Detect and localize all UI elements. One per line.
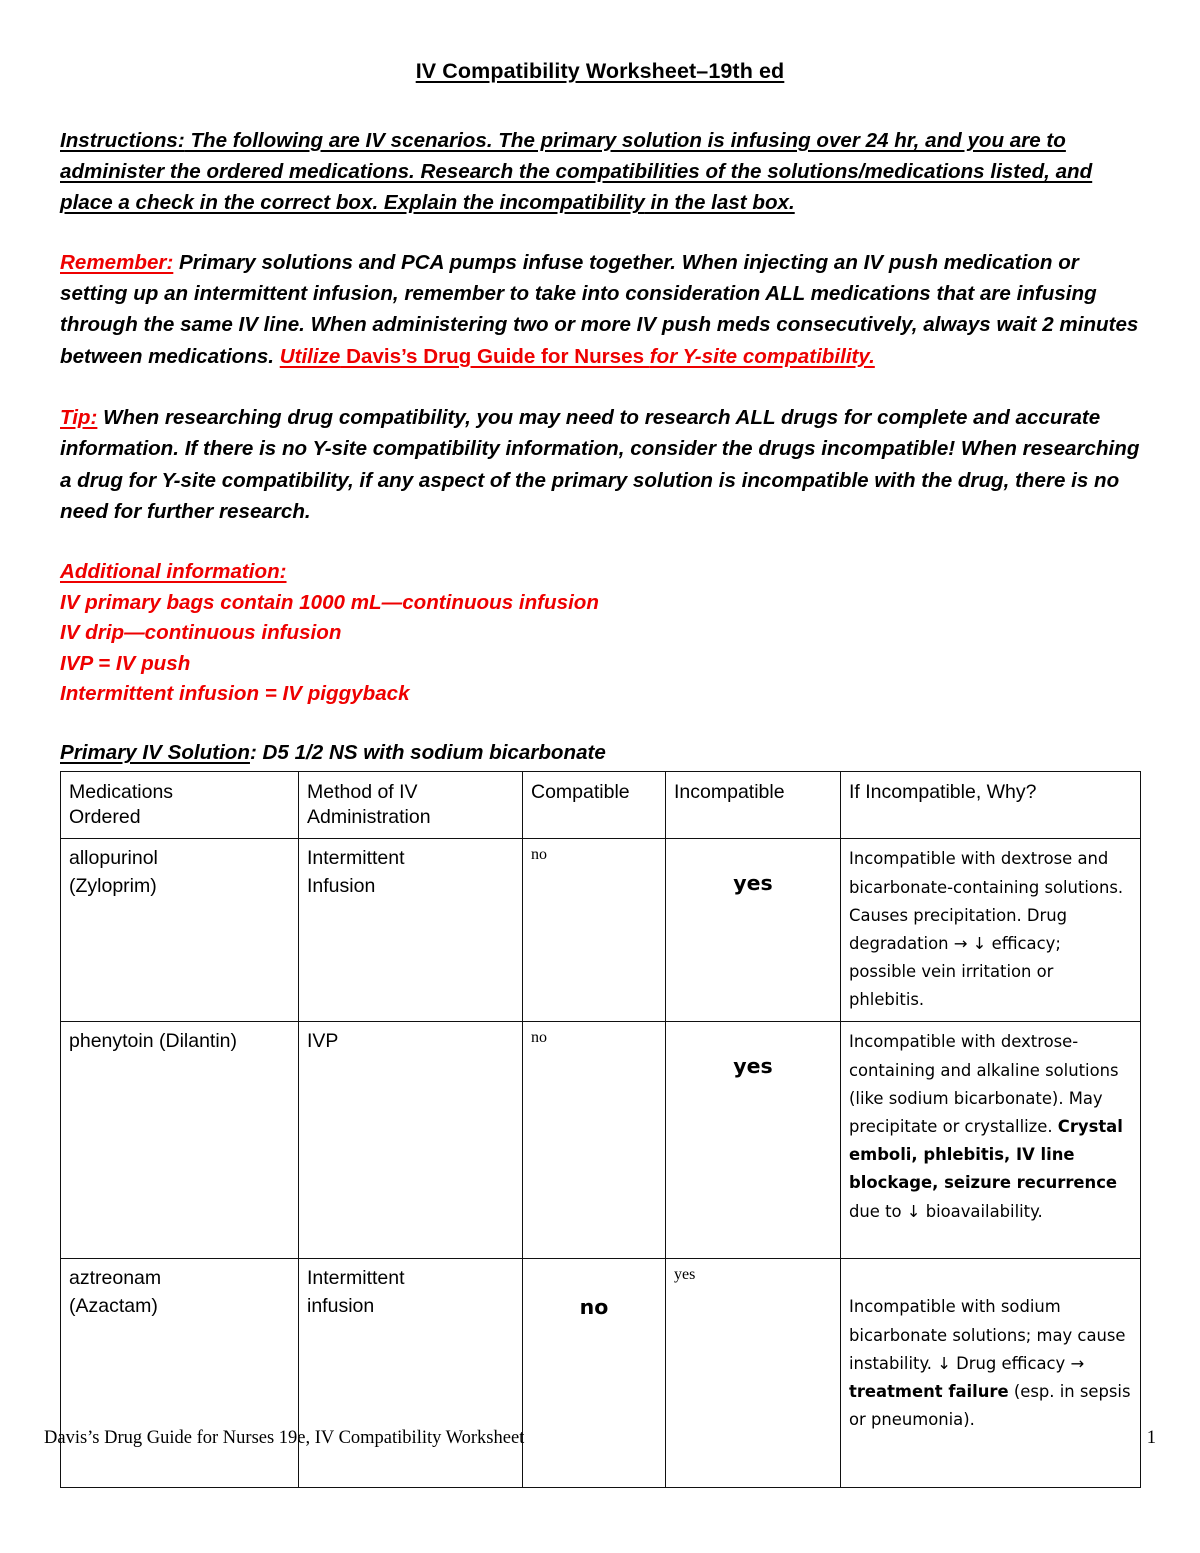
drug-name-line1: phenytoin (Dilantin) xyxy=(69,1030,238,1053)
additional-info-line-1: IV primary bags contain 1000 mL—continuous infusion xyxy=(60,590,599,614)
header-medications-line2: Ordered xyxy=(69,806,141,829)
header-medications-line1: Medications xyxy=(69,781,174,804)
column-header-compatible: Compatible xyxy=(523,772,666,839)
cell-drug-name xyxy=(61,1022,299,1259)
compatibility-table xyxy=(60,771,1141,1488)
method-line2: Infusion xyxy=(307,875,376,898)
remember-davis-guide: Davis’s Drug Guide for Nurses xyxy=(340,344,650,368)
cell-incompatible[interactable] xyxy=(666,1022,841,1259)
method-line2: infusion xyxy=(307,1295,375,1318)
why-text: Incompatible with dextrose and bicarbonate-containing solutions. Causes precipitation. Drug degradation → ↓ efficacy; possible vein irritation or phlebitis. xyxy=(849,849,1124,1010)
drug-name-line2: (Zyloprim) xyxy=(69,875,157,898)
remember-paragraph xyxy=(60,247,1140,372)
method-line1: Intermittent xyxy=(307,1267,405,1290)
cell-drug-name xyxy=(61,839,299,1022)
page-footer xyxy=(44,1428,1156,1449)
tip-label: Tip: xyxy=(60,405,98,429)
table-row xyxy=(61,1022,1141,1259)
tip-body: When researching drug compatibility, you may need to research ALL drugs for complete and accurate information. If there is no Y-site compatibility information, consider the drugs incompatible! When researching a drug for Y-site compatibility, if any aspect of the primary solution is incompatible with the drug, there is no need for further research. xyxy=(60,405,1140,523)
remember-ysite-italic: for Y-site compatibility. xyxy=(649,344,875,368)
additional-information-block xyxy=(60,557,1140,709)
incompatible-answer: yes xyxy=(733,871,773,896)
page-title-text: IV Compatibility Worksheet–19th ed xyxy=(415,59,785,83)
footer-page-number: 1 xyxy=(1146,1428,1156,1448)
additional-info-line-4: Intermittent infusion = IV piggyback xyxy=(60,682,410,706)
column-header-why: If Incompatible, Why? xyxy=(841,772,1141,839)
cell-compatible[interactable] xyxy=(523,1259,666,1488)
why-text-emphasis: treatment failure xyxy=(849,1382,1009,1402)
header-method-line2: Administration xyxy=(307,806,431,829)
table-row xyxy=(61,839,1141,1022)
incompatible-answer: yes xyxy=(733,1054,773,1079)
compatible-answer: no xyxy=(531,846,547,864)
cell-drug-name xyxy=(61,1259,299,1488)
method-line1: IVP xyxy=(307,1030,339,1053)
header-method-line1: Method of IV xyxy=(307,781,418,804)
cell-incompatible[interactable] xyxy=(666,1259,841,1488)
compatible-answer: no xyxy=(531,1029,547,1047)
cell-why-explanation xyxy=(841,1022,1141,1259)
column-header-incompatible: Incompatible xyxy=(666,772,841,839)
additional-info-line-3: IVP = IV push xyxy=(60,651,191,675)
table-header-row xyxy=(61,772,1141,839)
footer-source: Davis’s Drug Guide for Nurses 19e, IV Compatibility Worksheet xyxy=(44,1428,525,1448)
why-text-part1: Incompatible with dextrose-containing and alkaline solutions (like sodium bicarbonate). May precipitate or crystallize. xyxy=(849,1032,1119,1137)
column-header-medications xyxy=(61,772,299,839)
method-line1: Intermittent xyxy=(307,847,405,870)
remember-body: Primary solutions and PCA pumps infuse together. When injecting an IV push medication or setting up an intermittent infusion, remember to take into consideration ALL medications that are infusing through the same IV line. When administering two or more IV push meds consecutively, always wait 2 minutes between medications. xyxy=(60,250,1139,368)
primary-iv-solution-value: : D5 1/2 NS with sodium bicarbonate xyxy=(249,741,606,765)
instructions-label: Instructions: xyxy=(60,128,185,152)
primary-iv-solution-label: Primary IV Solution xyxy=(60,741,250,765)
instructions-tail: in the last box. xyxy=(644,191,795,215)
additional-info-line-2: IV drip—continuous infusion xyxy=(60,621,342,645)
drug-name-line1: allopurinol xyxy=(69,847,158,870)
drug-name-line2: (Azactam) xyxy=(69,1295,158,1318)
primary-iv-solution-line xyxy=(60,709,1140,771)
page-title xyxy=(60,0,1140,85)
cell-why-explanation xyxy=(841,1259,1141,1488)
cell-administration-method xyxy=(299,1259,523,1488)
column-header-method xyxy=(299,772,523,839)
drug-name-line1: aztreonam xyxy=(69,1267,162,1290)
tip-paragraph xyxy=(60,402,1140,527)
why-text-part2: (esp. in sepsis or pneumonia). xyxy=(849,1382,1131,1430)
remember-label: Remember: xyxy=(60,250,174,274)
why-text-part2: due to ↓ bioavailability. xyxy=(849,1201,1043,1221)
cell-administration-method xyxy=(299,839,523,1022)
additional-information-heading: Additional information: xyxy=(60,560,287,584)
remember-utilize-italic: Utilize xyxy=(279,344,341,368)
why-text-emphasis: Crystal emboli, phlebitis, IV line blockage, seizure recurrence xyxy=(849,1117,1123,1193)
cell-compatible[interactable] xyxy=(523,839,666,1022)
instructions-body: The following are IV scenarios. The primary solution is infusing over 24 hr, and you are to administer the ordered medications. Research the compatibilities of the solutions/medications listed, and place a check in the correct box. Explain the incompatibility xyxy=(60,128,1093,215)
why-text-part1: Incompatible with sodium bicarbonate solutions; may cause instability. ↓ Drug efficacy → xyxy=(849,1297,1126,1373)
cell-why-explanation xyxy=(841,839,1141,1022)
cell-administration-method xyxy=(299,1022,523,1259)
instructions-paragraph xyxy=(60,125,1140,219)
table-row xyxy=(61,1259,1141,1488)
cell-incompatible[interactable] xyxy=(666,839,841,1022)
cell-compatible[interactable] xyxy=(523,1022,666,1259)
compatible-answer: no xyxy=(579,1295,609,1320)
incompatible-answer: yes xyxy=(674,1266,696,1284)
